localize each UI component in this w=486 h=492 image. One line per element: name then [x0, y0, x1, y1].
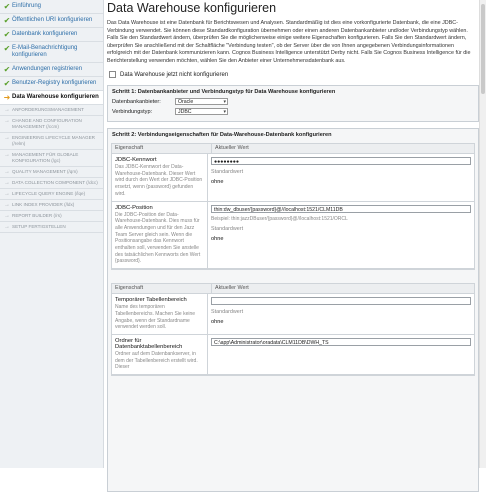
intro-text: Das Data Warehouse ist eine Datenbank für Berichtswesen und Analysen. Standardmäßig ist dies eine vorkonfigurierte Datenbank, die eine JDBC-Verbindung verwendet. Sie können diese Standardkonfiguration übernehmen oder einen anderen Datenbankanbieter und/oder Verbindungstyp wählen. Falls Sie den Standardwert ändern, überprüfen Sie die möglicherweise einige weitere Eigenschaften konfigurieren. Falls Sie den Standardwert ändern, überprüfen Sie anschließend mit der Schaltfläche "Verbindung testen", ob der Server über die von Ihnen angegebenen Verbindungsinformationen erfolgreich mit der Datenbank kommunizieren kann. Cognos Business Intelligence unterstützt Derby nicht. Falls Sie Cognos Business Intelligence für die Berichterstellung verwenden möchten, wählen Sie den Anbieter einer Unternehmensdatenbank aus.	[107, 20, 471, 64]
column-header-property: Eigenschaft	[112, 144, 212, 153]
table-row	[112, 202, 474, 270]
arrow-right-icon: →	[4, 135, 10, 141]
sidebar-item-label: Anwendungen registrieren	[12, 66, 83, 72]
value-cell	[208, 294, 474, 334]
table-header	[112, 284, 474, 294]
sidebar-item-label: Data Warehouse konfigurieren	[12, 94, 99, 100]
sidebar-item	[0, 105, 103, 116]
arrow-right-icon: →	[4, 202, 10, 208]
sidebar-item-label: DATA COLLECTION COMPONENT (/dcc)	[12, 180, 98, 185]
skip-dw-label: Data Warehouse jetzt nicht konfigurieren	[120, 71, 229, 78]
property-value-input[interactable]: thin:dw_dbuser/{password}@//localhost:1521/CLM11DB	[211, 205, 471, 213]
table-row	[112, 154, 474, 202]
value-cell	[208, 335, 474, 374]
arrow-right-icon: →	[4, 180, 10, 186]
provider-row	[112, 98, 474, 105]
page-scrollbar[interactable]	[479, 0, 486, 468]
scrollbar-thumb[interactable]	[481, 4, 485, 94]
step2-panel	[107, 128, 479, 492]
sidebar-item-label: MANAGEMENT FÜR GLOBALE KONFIGURATION (/gc)	[12, 152, 79, 163]
sidebar-item-label: REPORT BUILDER (/rs)	[12, 213, 62, 218]
property-value-input[interactable]: ●●●●●●●●	[211, 157, 471, 165]
skip-dw-option[interactable]	[107, 71, 479, 78]
property-description: Das JDBC-Kennwort der Data-Warehouse-Datenbank. Dieser Wert wird durch den Wert der JDBC-Position ersetzt, wenn {password} gefunden wird.	[115, 164, 203, 197]
provider-select[interactable]	[175, 98, 228, 105]
sidebar-item[interactable]	[0, 63, 103, 77]
table-row	[112, 294, 474, 335]
sidebar-item	[0, 150, 103, 167]
column-header-property: Eigenschaft	[112, 284, 212, 293]
default-label: Standardwert	[211, 169, 244, 175]
checkmark-icon: ✔	[3, 2, 11, 11]
properties-table	[111, 143, 475, 270]
sidebar-item	[0, 133, 103, 150]
arrow-right-icon: →	[4, 224, 10, 230]
default-label: Standardwert	[211, 309, 244, 316]
default-value: ohne	[211, 179, 224, 185]
arrow-right-icon: →	[4, 107, 10, 113]
sidebar-item-label: E-Mail-Benachrichtigung konfigurieren	[12, 45, 78, 58]
property-name: JDBC-Kennwort	[115, 157, 157, 163]
sidebar-item-label: LINK INDEX PROVIDER (/ldx)	[12, 202, 75, 207]
arrow-right-icon: ➜	[3, 93, 11, 102]
arrow-right-icon: →	[4, 152, 10, 158]
step2-title: Schritt 2: Verbindungseigenschaften für Data-Warehouse-Datenbank konfigurieren	[112, 132, 332, 138]
sidebar-item	[0, 200, 103, 211]
step1-panel	[107, 85, 479, 122]
property-cell	[112, 335, 208, 374]
page-title: Data Warehouse konfigurieren	[107, 1, 277, 15]
table-header	[112, 144, 474, 154]
arrow-right-icon: →	[4, 169, 10, 175]
property-cell	[112, 154, 208, 201]
main-content	[107, 0, 479, 492]
connection-value: JDBC	[178, 109, 192, 115]
chevron-down-icon: ▾	[223, 109, 226, 115]
default-label: Standardwert	[211, 225, 244, 232]
sidebar-item-label: ANFORDERUNGSMANAGEMENT	[12, 107, 84, 112]
property-cell	[112, 294, 208, 334]
provider-label: Datenbankanbieter:	[112, 98, 161, 105]
default-value: ohne	[211, 235, 224, 242]
checkmark-icon: ✔	[3, 30, 11, 39]
column-header-current: Aktueller Wert	[215, 285, 249, 292]
provider-value: Oracle	[178, 99, 194, 105]
property-name: Temporärer Tabellenbereich	[115, 297, 187, 304]
arrow-right-icon: →	[4, 213, 10, 219]
sidebar-item[interactable]	[0, 0, 103, 14]
sidebar-item-label: QUALITY MANAGEMENT (/qm)	[12, 169, 78, 174]
sidebar-item-label: LIFECYCLE QUERY ENGINE (/lqe)	[12, 191, 86, 196]
default-value: ohne	[211, 319, 224, 326]
sidebar-item	[0, 116, 103, 133]
table-spacer	[108, 270, 478, 278]
sidebar-item	[0, 222, 103, 233]
step1-title: Schritt 1: Datenbankanbieter und Verbindungstyp für Data Warehouse konfigurieren	[112, 89, 336, 95]
sidebar-item-label: CHANGE AND CONFIGURATION MANAGEMENT (/ccm)	[12, 118, 82, 129]
checkmark-icon: ✔	[3, 79, 11, 88]
property-cell	[112, 202, 208, 269]
chevron-down-icon: ▾	[223, 99, 226, 105]
example-text: Beispiel: thin:jazzDBuser/{password}@//localhost:1521/ORCL	[211, 215, 348, 222]
connection-select[interactable]	[175, 108, 228, 115]
properties-table	[111, 283, 475, 376]
checkmark-icon: ✔	[3, 16, 11, 25]
arrow-right-icon: →	[4, 191, 10, 197]
skip-dw-checkbox[interactable]	[109, 71, 116, 78]
property-description: Ordner auf dem Datenbankserver, in dem der Tabellenbereich erstellt wird. Dieser	[115, 350, 198, 371]
checkmark-icon: ✔	[3, 44, 11, 53]
sidebar-item	[0, 211, 103, 222]
column-header-current: Aktueller Wert	[215, 145, 249, 151]
checkmark-icon: ✔	[3, 65, 11, 74]
value-cell	[208, 202, 474, 269]
property-description: Name des temporären Tabellenbereichs. Machen Sie keine Angabe, wenn der Standardname verwendet werden soll.	[115, 304, 196, 331]
sidebar-item	[0, 167, 103, 178]
sidebar-item	[0, 189, 103, 200]
setup-wizard-sidebar	[0, 0, 104, 468]
sidebar-item	[0, 178, 103, 189]
property-name: Ordner für Datenbanktabellenbereich	[115, 337, 183, 350]
property-description: Die JDBC-Position der Data-Warehouse-Datenbank. Dies muss für alle Anwendungen und für den Jazz Team Server gleich sein. Wenn die Positionsangabe das Kennwort enthalten soll, verwenden Sie anstelle des tatsächlichen Kennworts den Wert {password}.	[115, 211, 201, 265]
sidebar-item[interactable]	[0, 42, 103, 63]
connection-label: Verbindungstyp:	[112, 108, 153, 115]
sidebar-item-label: ENGINEERING LIFECYCLE MANAGER (/relm)	[12, 135, 95, 146]
sidebar-item-label: Benutzer-Registry konfigurieren	[12, 80, 97, 86]
sidebar-item[interactable]	[0, 14, 103, 28]
property-value-input[interactable]: C:\app\Administrator\oradata\CLM11DB\DWH_TS	[211, 338, 471, 346]
sidebar-item-label: SETUP FERTIGSTELLEN	[12, 224, 66, 229]
sidebar-item-label: Einführung	[12, 3, 42, 9]
connection-row	[112, 108, 474, 115]
sidebar-item-label: Öffentlichen URI konfigurieren	[12, 17, 93, 23]
sidebar-item-label: Datenbank konfigurieren	[12, 31, 78, 37]
value-cell	[208, 154, 474, 201]
sidebar-item[interactable]	[0, 91, 103, 105]
arrow-right-icon: →	[4, 118, 10, 124]
sidebar-item[interactable]	[0, 28, 103, 42]
property-name: JDBC-Position	[115, 204, 153, 211]
sidebar-item[interactable]	[0, 77, 103, 91]
property-value-input[interactable]	[211, 297, 471, 305]
table-row	[112, 335, 474, 375]
